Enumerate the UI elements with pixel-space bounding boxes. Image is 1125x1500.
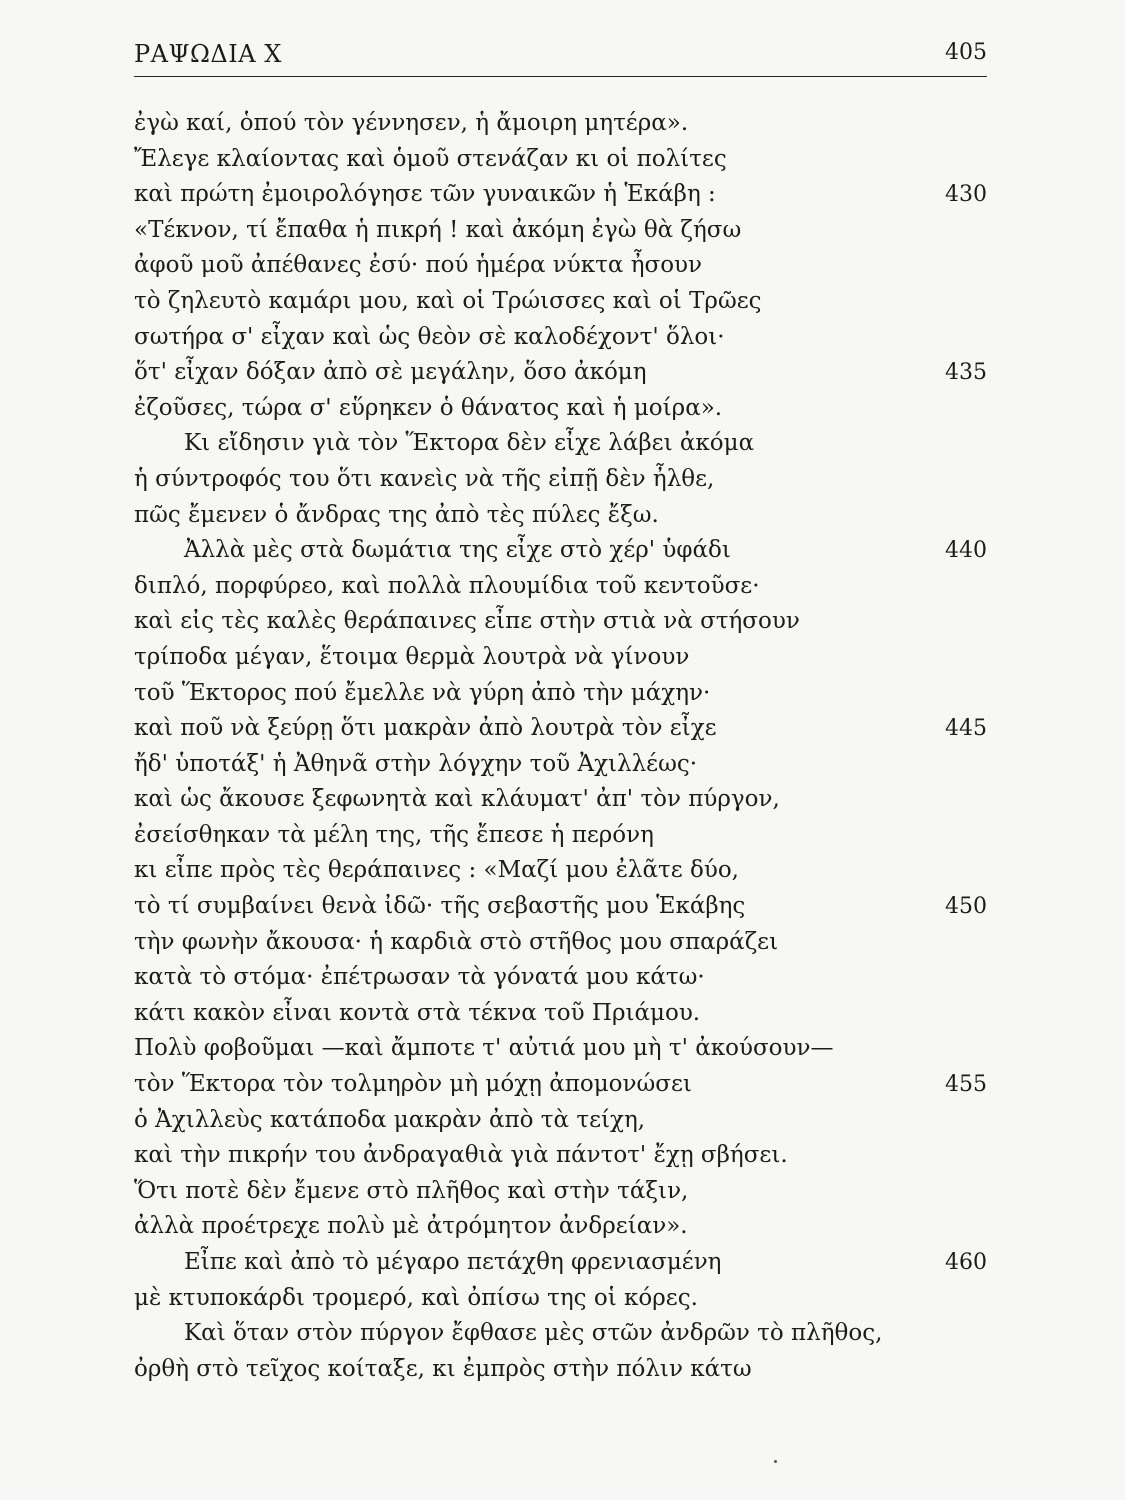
line-number: 440 xyxy=(945,538,987,564)
line-number: 450 xyxy=(945,894,987,920)
verse-line xyxy=(134,142,987,178)
verse-line xyxy=(134,1209,987,1245)
verse-text: μὲ κτυποκάρδι τρομερό, καὶ ὀπίσω της οἱ κόρες. xyxy=(134,1284,698,1311)
verse-text: ἐζοῦσες, τώρα σ' εὕρηκεν ὁ θάνατος καὶ ἡ μοίρα». xyxy=(134,394,723,421)
verse-text: σωτήρα σ' εἶχαν καὶ ὡς θεὸν σὲ καλοδέχοντ' ὅλοι· xyxy=(134,323,725,350)
verse-line xyxy=(134,1352,987,1388)
verse-line xyxy=(134,248,987,284)
verse-line xyxy=(134,426,987,462)
verse-text: ἐγὼ καί, ὁπού τὸν γέννησεν, ἡ ἄμοιρη μητέρα». xyxy=(134,110,689,136)
verse-text: ὅτ' εἶχαν δόξαν ἀπὸ σὲ μεγάλην, ὅσο ἀκόμη xyxy=(134,359,647,386)
chapter-title: ΡΑΨΩΔΙΑ Χ xyxy=(134,40,282,68)
verse-text: ὀρθὴ στὸ τεῖχος κοίταξε, κι ἐμπρὸς στὴν πόλιν κάτω xyxy=(134,1355,752,1382)
verse-line xyxy=(134,1067,987,1103)
verse-block xyxy=(134,106,987,1387)
verse-text: κάτι κακὸν εἶναι κοντὰ στὰ τέκνα τοῦ Πριάμου. xyxy=(134,999,701,1026)
verse-text: ὁ Ἀχιλλεὺς κατάποδα μακρὰν ἀπὸ τὰ τείχη, xyxy=(134,1106,646,1133)
verse-text: κατὰ τὸ στόμα· ἐπέτρωσαν τὰ γόνατά μου κάτω· xyxy=(134,964,705,991)
verse-line xyxy=(134,747,987,783)
verse-line xyxy=(134,711,987,747)
verse-line xyxy=(134,853,987,889)
verse-text: τοῦ Ἕκτορος πού ἔμελλε νὰ γύρη ἀπὸ τὴν μάχην· xyxy=(134,679,711,706)
verse-text: Πολὺ φοβοῦμαι —καὶ ἄμποτε τ' αὐτιά μου μὴ τ' ἀκούσουν— xyxy=(134,1035,834,1062)
verse-line xyxy=(134,1281,987,1317)
verse-text: Ἔλεγε κλαίοντας καὶ ὁμοῦ στενάζαν κι οἱ πολίτες xyxy=(134,145,727,172)
verse-line xyxy=(134,1245,987,1281)
line-number: 435 xyxy=(945,360,987,386)
verse-line xyxy=(134,604,987,640)
verse-text: ἡ σύντροφός του ὅτι κανεὶς νὰ τῆς εἰπῇ δὲν ἦλθε, xyxy=(134,465,715,492)
verse-line xyxy=(134,996,987,1032)
verse-text: ἐσείσθηκαν τὰ μέλη της, τῆς ἔπεσε ἡ περόνη xyxy=(134,821,654,848)
verse-text: τὴν φωνὴν ἄκουσα· ἡ καρδιὰ στὸ στῆθος μου σπαράζει xyxy=(134,928,779,955)
verse-line xyxy=(134,676,987,712)
line-number: 455 xyxy=(945,1072,987,1098)
verse-line xyxy=(134,213,987,249)
verse-text: Καὶ ὅταν στὸν πύργον ἔφθασε μὲς στῶν ἀνδρῶν τὸ πλῆθος, xyxy=(184,1320,883,1347)
verse-line xyxy=(134,1174,987,1210)
verse-text: Ἀλλὰ μὲς στὰ δωμάτια της εἶχε στὸ χέρ' ὑφάδι xyxy=(184,537,731,564)
verse-text: καὶ πρώτη ἐμοιρολόγησε τῶν γυναικῶν ἡ Ἑκάβη : xyxy=(134,181,716,208)
verse-text: διπλό, πορφύρεο, καὶ πολλὰ πλουμίδια τοῦ κεντοῦσε· xyxy=(134,572,760,599)
verse-line xyxy=(134,569,987,605)
verse-text: ἀλλὰ προέτρεχε πολὺ μὲ ἀτρόμητον ἀνδρείαν». xyxy=(134,1213,688,1240)
line-number: 460 xyxy=(945,1250,987,1275)
verse-line xyxy=(134,1103,987,1139)
verse-line xyxy=(134,355,987,391)
line-number: 445 xyxy=(945,716,987,742)
verse-text: τρίποδα μέγαν, ἕτοιμα θερμὰ λουτρὰ νὰ γίνουν xyxy=(134,643,690,670)
verse-line xyxy=(134,498,987,534)
verse-line xyxy=(134,177,987,213)
line-number: 430 xyxy=(945,182,987,208)
ink-speck xyxy=(774,1460,777,1463)
verse-text: τὸ τί συμβαίνει θενὰ ἰδῶ· τῆς σεβαστῆς μου Ἑκάβης xyxy=(134,893,746,920)
verse-text: πῶς ἔμενεν ὁ ἄνδρας της ἀπὸ τὲς πύλες ἔξω. xyxy=(134,501,659,528)
verse-line xyxy=(134,960,987,996)
verse-line xyxy=(134,1031,987,1067)
verse-line xyxy=(134,782,987,818)
verse-line xyxy=(134,391,987,427)
verse-line xyxy=(134,925,987,961)
verse-line xyxy=(134,1138,987,1174)
verse-text: Ὅτι ποτὲ δὲν ἔμενε στὸ πλῆθος καὶ στὴν τάξιν, xyxy=(134,1177,689,1204)
verse-line xyxy=(134,106,987,142)
verse-text: τὸν Ἕκτορα τὸν τολμηρὸν μὴ μόχῃ ἀπομονώσει xyxy=(134,1071,692,1098)
verse-line xyxy=(134,462,987,498)
running-header xyxy=(134,40,987,77)
verse-text: ἀφοῦ μοῦ ἀπέθανες ἐσύ· πού ἡμέρα νύκτα ἦσουν xyxy=(134,252,703,279)
verse-line xyxy=(134,818,987,854)
verse-text: Κι εἴδησιν γιὰ τὸν Ἕκτορα δὲν εἶχε λάβει ἀκόμα xyxy=(184,430,755,457)
verse-line xyxy=(134,533,987,569)
verse-text: Εἶπε καὶ ἀπὸ τὸ μέγαρο πετάχθη φρενιασμένη xyxy=(184,1249,722,1275)
verse-line xyxy=(134,1316,987,1352)
verse-line xyxy=(134,640,987,676)
verse-line xyxy=(134,320,987,356)
verse-text: «Τέκνον, τί ἔπαθα ἡ πικρή ! καὶ ἀκόμη ἐγὼ θὰ ζήσω xyxy=(134,216,742,243)
verse-text: ἤδ' ὑποτάξ' ἡ Ἀθηνᾶ στὴν λόγχην τοῦ Ἀχιλλέως· xyxy=(134,750,698,777)
verse-text: καὶ ποῦ νὰ ξεύρῃ ὅτι μακρὰν ἀπὸ λουτρὰ τὸν εἶχε xyxy=(134,715,717,742)
verse-text: κι εἶπε πρὸς τὲς θεράπαινες : «Μαζί μου ἐλᾶτε δύο, xyxy=(134,857,739,884)
page-number: 405 xyxy=(945,40,987,65)
verse-text: καὶ εἰς τὲς καλὲς θεράπαινες εἶπε στὴν στιὰ νὰ στήσουν xyxy=(134,608,800,635)
verse-text: καὶ τὴν πικρήν του ἀνδραγαθιὰ γιὰ πάντοτ' ἔχῃ σβήσει. xyxy=(134,1142,788,1169)
verse-line xyxy=(134,284,987,320)
verse-text: τὸ ζηλευτὸ καμάρι μου, καὶ οἱ Τρώισσες καὶ οἱ Τρῶες xyxy=(134,287,762,314)
verse-line xyxy=(134,889,987,925)
verse-text: καὶ ὡς ἄκουσε ξεφωνητὰ καὶ κλάυματ' ἀπ' τὸν πύργον, xyxy=(134,786,780,813)
